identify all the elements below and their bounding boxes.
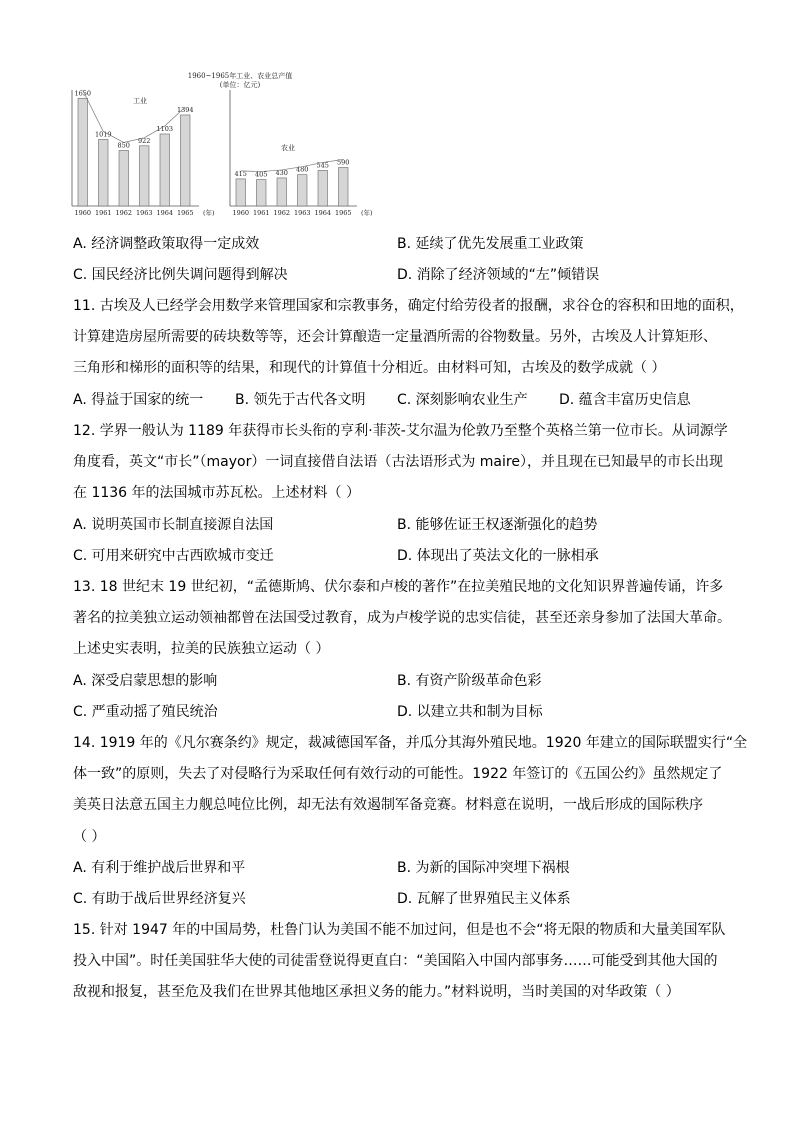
chart-bar [140, 146, 150, 206]
bar-value-label: 415 [234, 169, 247, 178]
q14-line: 美英日法意五国主力舰总吨位比例，却无法有效遏制军备竞赛。材料意在说明，一战后形成的国际秩序 [73, 797, 703, 814]
q12-line: 12. 学界一般认为 1189 年获得市长头衔的亨利·菲茨-艾尔温为伦敦乃至整个英格兰第一位市长。从词源学 [73, 423, 728, 439]
chart-bar [78, 98, 88, 206]
x-tick-label: 1962 [273, 209, 291, 217]
x-unit-label: (年) [361, 209, 373, 217]
x-tick-label: 1964 [156, 209, 174, 217]
q12-option-a[interactable]: A. 说明英国市长制直接源自法国 [73, 517, 274, 533]
q13-line: 上述史实表明，拉美的民族独立运动（ ） [73, 641, 330, 658]
q11-line: 三角形和梯形的面积等的结果，和现代的计算值十分相近。由材料可知，古埃及的数学成就（ ） [73, 360, 666, 377]
bar-value-label: 430 [275, 168, 288, 177]
q15-line: 15. 针对 1947 年的中国局势，杜鲁门认为美国不能不加过问，但是也不会“将无限的物质和大量美国军队 [73, 922, 726, 938]
chart-bar [181, 115, 191, 206]
q12-option-b[interactable]: B. 能够佐证王权逐渐强化的趋势 [397, 517, 598, 533]
q14-option-c[interactable]: C. 有助于战后世界经济复兴 [73, 891, 246, 907]
series-label: 工业 [133, 97, 147, 105]
x-tick-label: 1963 [293, 209, 311, 217]
q15-line: 敌视和报复，甚至危及我们在世界其他地区承担义务的能力。”材料说明，当时美国的对华政策（ ） [73, 984, 680, 1001]
q14-option-d[interactable]: D. 瓦解了世界殖民主义体系 [397, 891, 571, 907]
q10-option-a[interactable]: A. 经济调整政策取得一定成效 [73, 236, 260, 252]
q12-line: 角度看，英文“市长”（mayor）一词直接借自法语（古法语形式为 maire），并且现在已知最早的市长出现 [73, 454, 723, 471]
chart-bar [339, 167, 349, 206]
x-tick-label: 1964 [314, 209, 332, 217]
bar-value-label: 590 [337, 158, 350, 167]
x-tick-label: 1960 [74, 209, 92, 217]
q11-option-b[interactable]: B. 领先于古代各文明 [235, 392, 366, 408]
chart-svg [70, 68, 373, 220]
bar-value-label: 922 [138, 136, 151, 145]
x-tick-label: 1961 [94, 209, 112, 217]
q14-option-a[interactable]: A. 有利于维护战后世界和平 [73, 860, 246, 876]
bar-value-label: 1650 [74, 89, 92, 98]
chart-bar [318, 170, 328, 206]
bar-value-label: 1019 [94, 130, 112, 139]
q12-line: 在 1136 年的法国城市苏瓦松。上述材料（ ） [73, 485, 360, 502]
q11-option-d[interactable]: D. 蕴含丰富历史信息 [559, 392, 691, 408]
chart-bar [119, 151, 129, 207]
chart-bar [257, 180, 267, 206]
q13-line: 13. 18 世纪末 19 世纪初，“孟德斯鸠、伏尔泰和卢梭的著作”在拉美殖民地的文化知识界普遍传诵，许多 [73, 579, 724, 595]
chart-bar [298, 175, 308, 206]
q10-option-d[interactable]: D. 消除了经济领域的“左”倾错误 [397, 267, 600, 283]
q12-option-d[interactable]: D. 体现出了英法文化的一脉相承 [397, 548, 599, 564]
q12-option-c[interactable]: C. 可用来研究中古西欧城市变迁 [73, 548, 274, 564]
q15-line: 投入中国”。时任美国驻华大使的司徒雷登说得更直白：“美国陷入中国内部事务……可能受到其他大国的 [73, 953, 718, 970]
x-tick-label: 1962 [115, 209, 133, 217]
bar-value-label: 405 [255, 170, 268, 179]
bar-value-label: 545 [316, 161, 329, 170]
q13-option-b[interactable]: B. 有资产阶级革命色彩 [397, 673, 542, 689]
q10-option-c[interactable]: C. 国民经济比例失调问题得到解决 [73, 267, 288, 283]
q12-stem [73, 416, 733, 510]
q15-stem [73, 915, 733, 1009]
x-tick-label: 1961 [252, 209, 270, 217]
x-tick-label: 1963 [135, 209, 153, 217]
chart-bar [236, 179, 246, 206]
bar-value-label: 480 [296, 165, 309, 174]
chart-bar [99, 139, 109, 206]
q11-line: 计算建造房屋所需要的砖块数等等，还会计算酿造一定量酒所需的谷物数量。另外，古埃及人计算矩形、 [73, 329, 717, 346]
q13-option-c[interactable]: C. 严重动摇了殖民统治 [73, 704, 218, 720]
x-unit-label: (年) [203, 209, 215, 217]
chart-bar [277, 178, 287, 206]
q11-option-a[interactable]: A. 得益于国家的统一 [73, 392, 204, 408]
output-value-chart [70, 68, 373, 220]
q14-line: 14. 1919 年的《凡尔赛条约》规定，裁减德国军备，并瓜分其海外殖民地。1920 年建立的国际联盟实行“全 [73, 735, 748, 751]
q13-stem [73, 572, 733, 666]
x-tick-label: 1965 [176, 209, 194, 217]
q10-option-b[interactable]: B. 延续了优先发展重工业政策 [397, 236, 584, 252]
q13-option-a[interactable]: A. 深受启蒙思想的影响 [73, 673, 218, 689]
q14-option-b[interactable]: B. 为新的国际冲突埋下祸根 [397, 860, 570, 876]
q11-line: 11. 古埃及人已经学会用数学来管理国家和宗教事务，确定付给劳役者的报酬，求谷仓的容积和田地的面积， [73, 298, 744, 314]
chart-bar [160, 134, 170, 206]
chart-title: 1960~1965年工业、农业总产值 [187, 72, 293, 80]
bar-value-label: 850 [117, 141, 130, 150]
q11-stem [73, 291, 744, 385]
q11-option-c[interactable]: C. 深刻影响农业生产 [397, 392, 528, 408]
q14-line: 体一致”的原则，失去了对侵略行为采取任何有效行动的可能性。1922 年签订的《五国公约》虽然规定了 [73, 766, 723, 783]
bar-value-label: 1103 [156, 124, 174, 133]
q14-stem [73, 728, 748, 853]
q14-line: （ ） [73, 828, 106, 845]
chart-subtitle: (单位：亿元) [219, 81, 261, 89]
x-tick-label: 1965 [334, 209, 352, 217]
series-label: 农业 [281, 144, 295, 152]
q13-line: 著名的拉美独立运动领袖都曾在法国受过教育，成为卢梭学说的忠实信徒，甚至还亲身参加了法国大革命。 [73, 610, 731, 627]
q13-option-d[interactable]: D. 以建立共和制为目标 [397, 704, 543, 720]
bar-value-label: 1394 [176, 105, 194, 114]
x-tick-label: 1960 [232, 209, 250, 217]
